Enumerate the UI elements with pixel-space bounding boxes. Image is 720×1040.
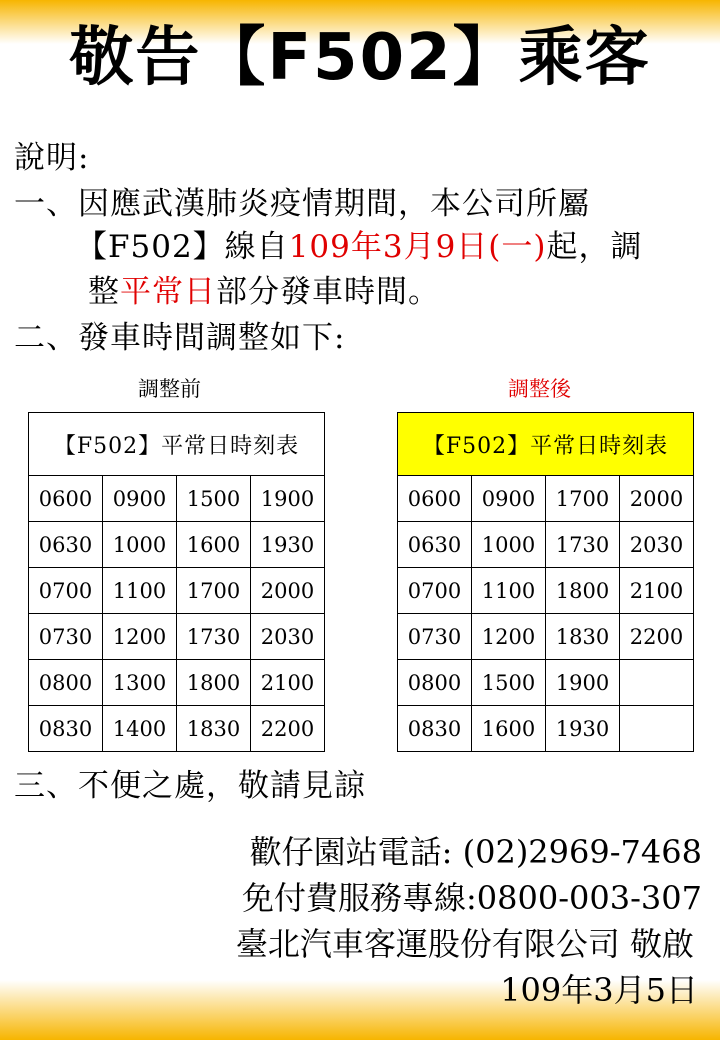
time-cell: 1600 xyxy=(472,706,546,752)
time-cell: 0830 xyxy=(29,706,103,752)
item1-line3-prefix: 整 xyxy=(88,274,120,310)
time-cell: 1500 xyxy=(177,476,251,522)
after-caption: 調整後 xyxy=(508,377,571,401)
item1-line3-suffix: 部分發車時間。 xyxy=(216,274,440,310)
time-cell: 0700 xyxy=(398,568,472,614)
time-cell: 0600 xyxy=(29,476,103,522)
table-row xyxy=(29,706,325,752)
schedule-table-after xyxy=(397,412,694,752)
time-cell: 1400 xyxy=(103,706,177,752)
table-row xyxy=(398,476,694,522)
time-cell: 1000 xyxy=(103,522,177,568)
time-cell: 0630 xyxy=(398,522,472,568)
table-row xyxy=(398,660,694,706)
table-row xyxy=(398,522,694,568)
time-cell: 2100 xyxy=(620,568,694,614)
table-header-before: 【F502】平常日時刻表 xyxy=(29,413,325,476)
time-cell: 1100 xyxy=(472,568,546,614)
item1-line3 xyxy=(88,272,440,312)
time-cell: 0730 xyxy=(29,614,103,660)
time-cell: 1500 xyxy=(472,660,546,706)
time-cell: 1930 xyxy=(546,706,620,752)
schedule-table-before xyxy=(28,412,325,752)
time-cell: 1800 xyxy=(177,660,251,706)
table-row xyxy=(398,614,694,660)
time-cell xyxy=(620,660,694,706)
table-row xyxy=(398,568,694,614)
time-cell: 1100 xyxy=(103,568,177,614)
time-cell: 1700 xyxy=(177,568,251,614)
time-cell: 0800 xyxy=(29,660,103,706)
time-cell: 0830 xyxy=(398,706,472,752)
time-cell: 1930 xyxy=(251,522,325,568)
before-caption: 調整前 xyxy=(138,377,201,401)
time-cell: 2000 xyxy=(251,568,325,614)
time-cell: 1800 xyxy=(546,568,620,614)
time-cell: 1730 xyxy=(546,522,620,568)
time-cell: 1200 xyxy=(103,614,177,660)
time-cell: 2000 xyxy=(620,476,694,522)
item1-line2-suffix: 起，調 xyxy=(546,229,643,265)
time-cell: 2030 xyxy=(251,614,325,660)
table-header-after: 【F502】平常日時刻表 xyxy=(398,413,694,476)
time-cell: 1600 xyxy=(177,522,251,568)
time-cell: 0600 xyxy=(398,476,472,522)
table-row xyxy=(29,568,325,614)
time-cell: 0630 xyxy=(29,522,103,568)
item3-text: 三、不便之處，敬請見諒 xyxy=(14,768,366,804)
time-cell: 0800 xyxy=(398,660,472,706)
item1-line2 xyxy=(76,227,643,267)
time-cell: 0730 xyxy=(398,614,472,660)
time-cell: 2200 xyxy=(251,706,325,752)
time-cell: 0900 xyxy=(103,476,177,522)
time-cell: 2100 xyxy=(251,660,325,706)
item2-text: 二、發車時間調整如下: xyxy=(14,320,346,356)
table-row xyxy=(398,706,694,752)
explain-label: 說明: xyxy=(14,140,90,176)
time-cell: 1830 xyxy=(177,706,251,752)
time-cell: 1300 xyxy=(103,660,177,706)
time-cell: 0900 xyxy=(472,476,546,522)
time-cell: 1700 xyxy=(546,476,620,522)
time-cell: 1900 xyxy=(546,660,620,706)
time-cell: 1830 xyxy=(546,614,620,660)
time-cell xyxy=(620,706,694,752)
station-phone: 歡仔園站電話: (02)2969-7468 xyxy=(249,833,702,871)
time-cell: 2030 xyxy=(620,522,694,568)
time-cell: 0700 xyxy=(29,568,103,614)
effective-date: 109年3月9日(一) xyxy=(288,229,547,265)
time-cell: 1200 xyxy=(472,614,546,660)
table-row xyxy=(29,614,325,660)
notice-date: 109年3月5日 xyxy=(500,971,698,1009)
time-cell: 2200 xyxy=(620,614,694,660)
item1-line1: 一、因應武漢肺炎疫情期間，本公司所屬 xyxy=(14,186,590,222)
time-cell: 1730 xyxy=(177,614,251,660)
notice-title: 敬告【F502】乘客 xyxy=(69,21,651,95)
company-signature: 臺北汽車客運股份有限公司 敬啟 xyxy=(235,925,694,963)
table-row xyxy=(29,660,325,706)
time-cell: 1000 xyxy=(472,522,546,568)
weekday-highlight: 平常日 xyxy=(120,274,216,310)
table-row xyxy=(29,522,325,568)
toll-free-line: 免付費服務專線:0800-003-307 xyxy=(241,879,702,917)
time-cell: 1900 xyxy=(251,476,325,522)
table-row xyxy=(29,476,325,522)
item1-line2-prefix: 【F502】線自 xyxy=(76,229,289,265)
